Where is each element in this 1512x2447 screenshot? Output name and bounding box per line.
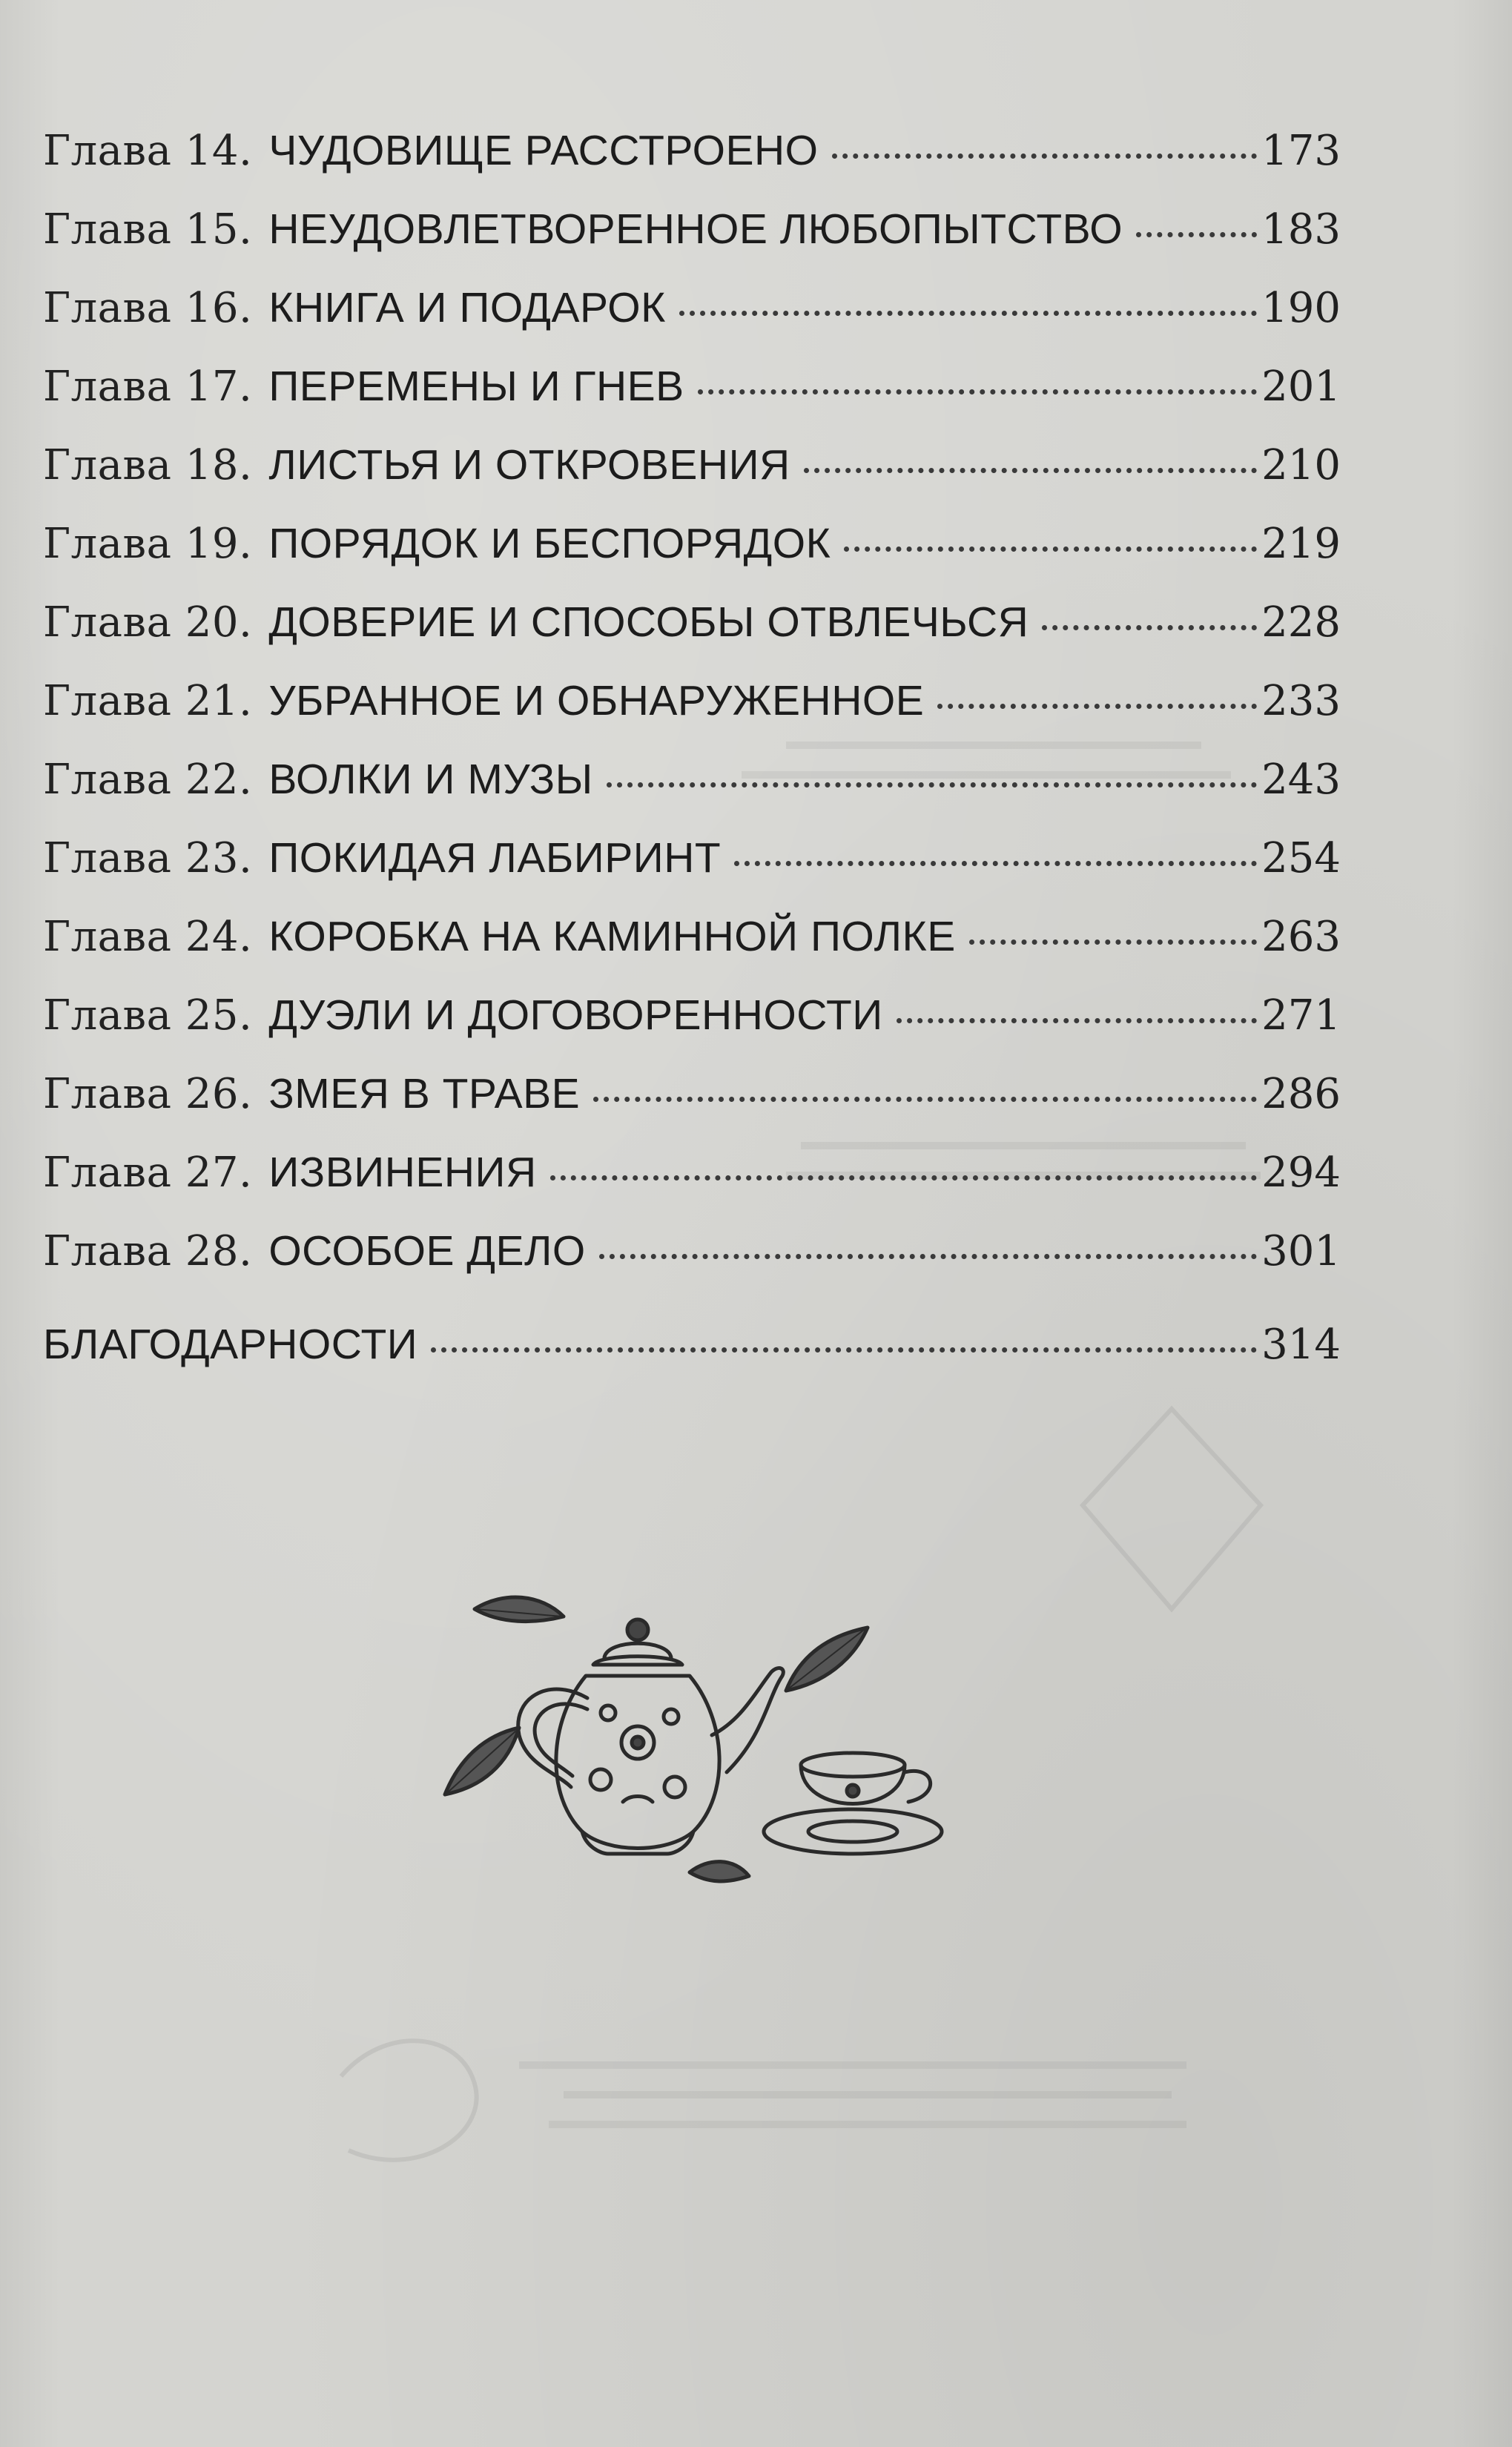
toc-entry-page: 190 (1261, 284, 1341, 332)
toc-entry-number: Глава 14. (43, 127, 253, 175)
toc-entry-page: 183 (1261, 205, 1341, 254)
toc-entry-title: ДУЭЛИ И ДОГОВОРЕННОСТИ (268, 991, 883, 1039)
toc-entry-page: 263 (1261, 913, 1341, 961)
toc-entry-number: Глава 20. (43, 598, 253, 647)
toc-entry-number: Глава 28. (43, 1227, 253, 1275)
toc-entry[interactable] (43, 676, 1341, 755)
toc-entry-title: ИЗВИНЕНИЯ (268, 1149, 537, 1196)
toc-entry[interactable] (43, 126, 1341, 205)
dot-leader (804, 468, 1257, 473)
toc-entry[interactable] (43, 440, 1341, 519)
toc-entry-number: Глава 24. (43, 913, 253, 961)
dot-leader (599, 1254, 1257, 1259)
toc-entry-title: ВОЛКИ И МУЗЫ (268, 756, 593, 803)
toc-entry[interactable] (43, 205, 1341, 283)
toc-entry[interactable] (43, 991, 1341, 1069)
toc-entry-title: ПОКИДАЯ ЛАБИРИНТ (268, 834, 722, 882)
toc-entry-page: 254 (1261, 834, 1341, 882)
toc-entry[interactable] (43, 1148, 1341, 1226)
toc-entry[interactable] (43, 912, 1341, 991)
toc-entry-page: 210 (1261, 441, 1341, 489)
toc-entry-number: Глава 23. (43, 834, 253, 882)
toc-entry-title: ЧУДОВИЩЕ РАССТРОЕНО (268, 127, 819, 174)
toc-entry-title: КОРОБКА НА КАМИННОЙ ПОЛКЕ (268, 913, 956, 960)
toc-entry-number: Глава 15. (43, 205, 253, 254)
toc-entry-page: 301 (1261, 1227, 1341, 1275)
toc-entry[interactable] (43, 283, 1341, 362)
dot-leader (937, 704, 1257, 709)
toc-entry-number: Глава 22. (43, 756, 253, 804)
toc-entry-page: 201 (1261, 363, 1341, 411)
toc-entry[interactable] (43, 598, 1341, 676)
toc-entry-title: НЕУДОВЛЕТВОРЕННОЕ ЛЮБОПЫТСТВО (268, 205, 1123, 253)
table-of-contents (43, 126, 1341, 1398)
toc-entry-number: Глава 25. (43, 991, 253, 1040)
dot-leader (1042, 625, 1257, 630)
dot-leader (679, 311, 1257, 316)
toc-entry-page: 271 (1261, 991, 1341, 1040)
dot-leader (607, 782, 1257, 787)
toc-entry-title: КНИГА И ПОДАРОК (268, 284, 666, 331)
toc-entry-acknowledgements[interactable] (43, 1320, 1341, 1398)
toc-entry[interactable] (43, 1226, 1341, 1305)
toc-entry-number: Глава 26. (43, 1070, 253, 1118)
toc-entry-number: Глава 18. (43, 441, 253, 489)
dot-leader (897, 1018, 1257, 1023)
dot-leader (969, 939, 1257, 945)
toc-entry-number: Глава 19. (43, 520, 253, 568)
toc-entry-page: 294 (1261, 1149, 1341, 1197)
toc-entry-page: 228 (1261, 598, 1341, 647)
toc-entry-title: ОСОБОЕ ДЕЛО (268, 1227, 586, 1275)
dot-leader (844, 546, 1257, 552)
dot-leader (698, 389, 1257, 394)
toc-entry-page: 314 (1261, 1321, 1341, 1369)
toc-entry-number: Глава 16. (43, 284, 253, 332)
toc-entry[interactable] (43, 519, 1341, 598)
toc-entry[interactable] (43, 1069, 1341, 1148)
teapot-and-teacup-icon (415, 1550, 979, 1935)
toc-entry-title: ПЕРЕМЕНЫ И ГНЕВ (268, 363, 684, 410)
dot-leader (734, 861, 1257, 866)
toc-entry-title: УБРАННОЕ И ОБНАРУЖЕННОЕ (268, 677, 925, 724)
toc-entry-page: 243 (1261, 756, 1341, 804)
toc-entry-number: Глава 17. (43, 363, 253, 411)
toc-entry-title: ЛИСТЬЯ И ОТКРОВЕНИЯ (268, 441, 790, 489)
toc-entry[interactable] (43, 362, 1341, 440)
toc-entry-page: 286 (1261, 1070, 1341, 1118)
dot-leader (832, 153, 1258, 159)
toc-entry-number: Глава 21. (43, 677, 253, 725)
dot-leader (431, 1347, 1257, 1353)
toc-entry-title: ПОРЯДОК И БЕСПОРЯДОК (268, 520, 831, 567)
toc-entry-number: Глава 27. (43, 1149, 253, 1197)
toc-entry[interactable] (43, 833, 1341, 912)
dot-leader (1136, 232, 1257, 237)
dot-leader (593, 1097, 1257, 1102)
toc-entry[interactable] (43, 755, 1341, 833)
toc-entry-page: 173 (1261, 127, 1341, 175)
dot-leader (550, 1175, 1257, 1180)
toc-entry-title: ДОВЕРИЕ И СПОСОБЫ ОТВЛЕЧЬСЯ (268, 598, 1029, 646)
toc-entry-page: 219 (1261, 520, 1341, 568)
toc-entry-page: 233 (1261, 677, 1341, 725)
toc-entry-title: ЗМЕЯ В ТРАВЕ (268, 1070, 581, 1117)
toc-entry-title: БЛАГОДАРНОСТИ (43, 1321, 418, 1368)
